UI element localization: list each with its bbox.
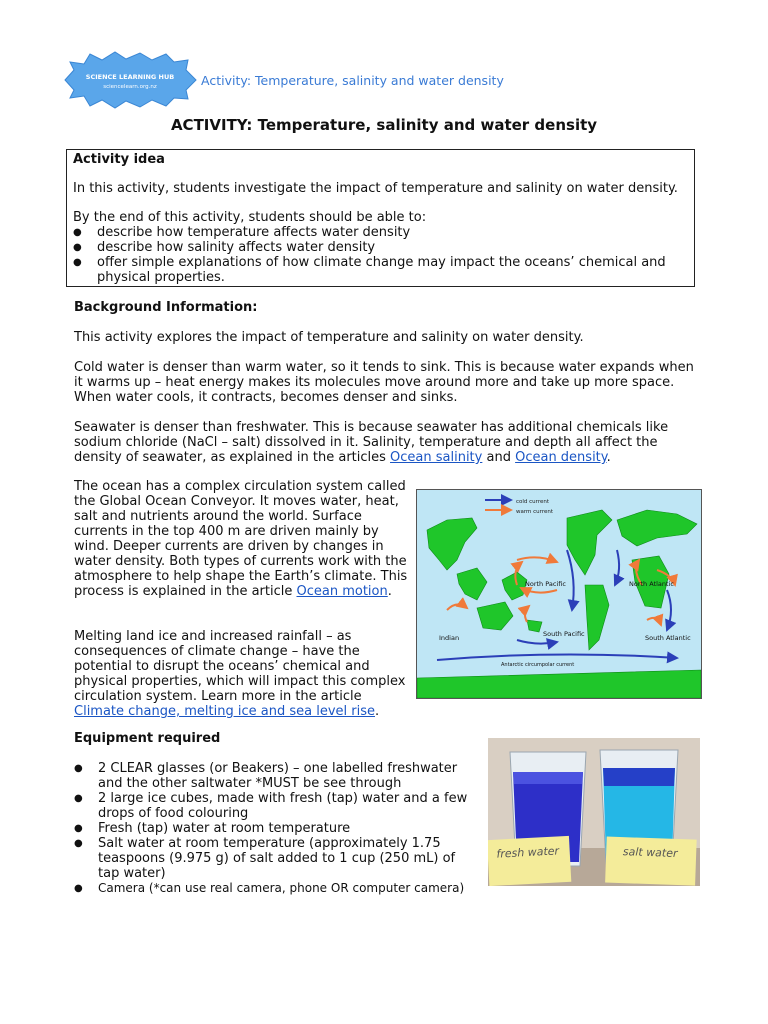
p3-text-and: and (482, 450, 516, 465)
p4-text: The ocean has a complex circulation system called the Global Ocean Conveyor. It moves water, heat, salt and nutrients around the world. Surface currents in the top 400 m are driven mainly by wind. Deeper currents are driven by changes in water density. Both types of currents work with the atmosphere to help shape the Earth’s climate. This process is explained in the article (74, 479, 408, 599)
background-paragraph-3 (74, 420, 694, 465)
equipment-item: ● Fresh (tap) water at room temperature (74, 821, 474, 836)
legend-warm: warm current (516, 509, 553, 515)
header-title: Activity: Temperature, salinity and water density (201, 73, 504, 88)
ocean-salinity-link[interactable]: Ocean salinity (390, 450, 483, 465)
ocean-currents-map (416, 489, 702, 699)
label-north-pacific: North Pacific (525, 580, 566, 588)
science-learning-hub-logo (60, 50, 200, 110)
p5-text: Melting land ice and increased rainfall – as consequences of climate change – have the potential to disrupt the oceans’ chemical and physical properties, which will impact this complex circulation system. Learn more in the article (74, 629, 406, 704)
label-south-atlantic: South Atlantic (645, 634, 691, 642)
background-paragraph-2: Cold water is denser than warm water, so it tends to sink. This is because water expands when it warms up – heat energy makes its molecules move around more and take up more space. When water cools, it contracts, becomes denser and sinks. (74, 360, 694, 405)
climate-change-link[interactable]: Climate change, melting ice and sea level rise (74, 704, 375, 719)
label-indian: Indian (439, 634, 460, 642)
equipment-heading: Equipment required (74, 731, 221, 746)
logo-text-line1: SCIENCE LEARNING HUB (85, 73, 175, 81)
objective-item: ● describe how temperature affects water density (73, 225, 688, 240)
background-heading: Background Information: (74, 300, 258, 315)
equipment-list (74, 761, 474, 896)
salt-water-label-text: salt water (622, 845, 678, 861)
objective-item: ● offer simple explanations of how climate change may impact the oceans’ chemical and physical properties. (73, 255, 688, 285)
ocean-motion-link[interactable]: Ocean motion (296, 584, 388, 599)
fresh-water-label (488, 836, 571, 886)
p5-text-end: . (375, 704, 380, 719)
activity-lead: By the end of this activity, students should be able to: (73, 210, 427, 225)
label-north-atlantic: North Atlantic (629, 580, 674, 588)
background-paragraph-5 (74, 629, 409, 719)
equipment-item: ● 2 large ice cubes, made with fresh (tap) water and a few drops of food colouring (74, 791, 474, 821)
page-title: ACTIVITY: Temperature, salinity and water density (170, 116, 598, 134)
label-south-pacific: South Pacific (543, 630, 585, 638)
fresh-water-label-text: fresh water (496, 844, 560, 861)
equipment-item: ● 2 CLEAR glasses (or Beakers) – one labelled freshwater and the other saltwater *MUST be see through (74, 761, 474, 791)
p3-text: Seawater is denser than freshwater. This is because seawater has additional chemicals like sodium chloride (NaCl – salt) dissolved in it. Salinity, temperature and depth all affect the density of seawater, as explained in the articles (74, 420, 669, 465)
glasses-photo (488, 738, 700, 886)
equipment-item: ● Salt water at room temperature (approximately 1.75 teaspoons (9.975 g) of salt added to 1 cup (250 mL) of tap water) (74, 836, 474, 881)
objectives-list (73, 225, 688, 285)
activity-idea-heading: Activity idea (73, 152, 165, 167)
activity-intro: In this activity, students investigate the impact of temperature and salinity on water density. (73, 181, 678, 196)
p4-text-end: . (387, 584, 392, 599)
salt-water-label (605, 837, 697, 886)
label-antarctic-current: Antarctic circumpolar current (501, 662, 575, 668)
map-legend (485, 499, 554, 515)
background-paragraph-1: This activity explores the impact of temperature and salinity on water density. (74, 330, 584, 345)
equipment-item: ● Camera (*can use real camera, phone OR computer camera) (74, 881, 474, 896)
ocean-density-link[interactable]: Ocean density (515, 450, 607, 465)
activity-idea-box (66, 149, 695, 287)
background-paragraph-4 (74, 479, 409, 599)
objective-item: ● describe how salinity affects water density (73, 240, 688, 255)
logo-text-line2: sciencelearn.org.nz (103, 84, 157, 90)
p3-text-end: . (606, 450, 611, 465)
legend-cold: cold current (516, 499, 549, 505)
